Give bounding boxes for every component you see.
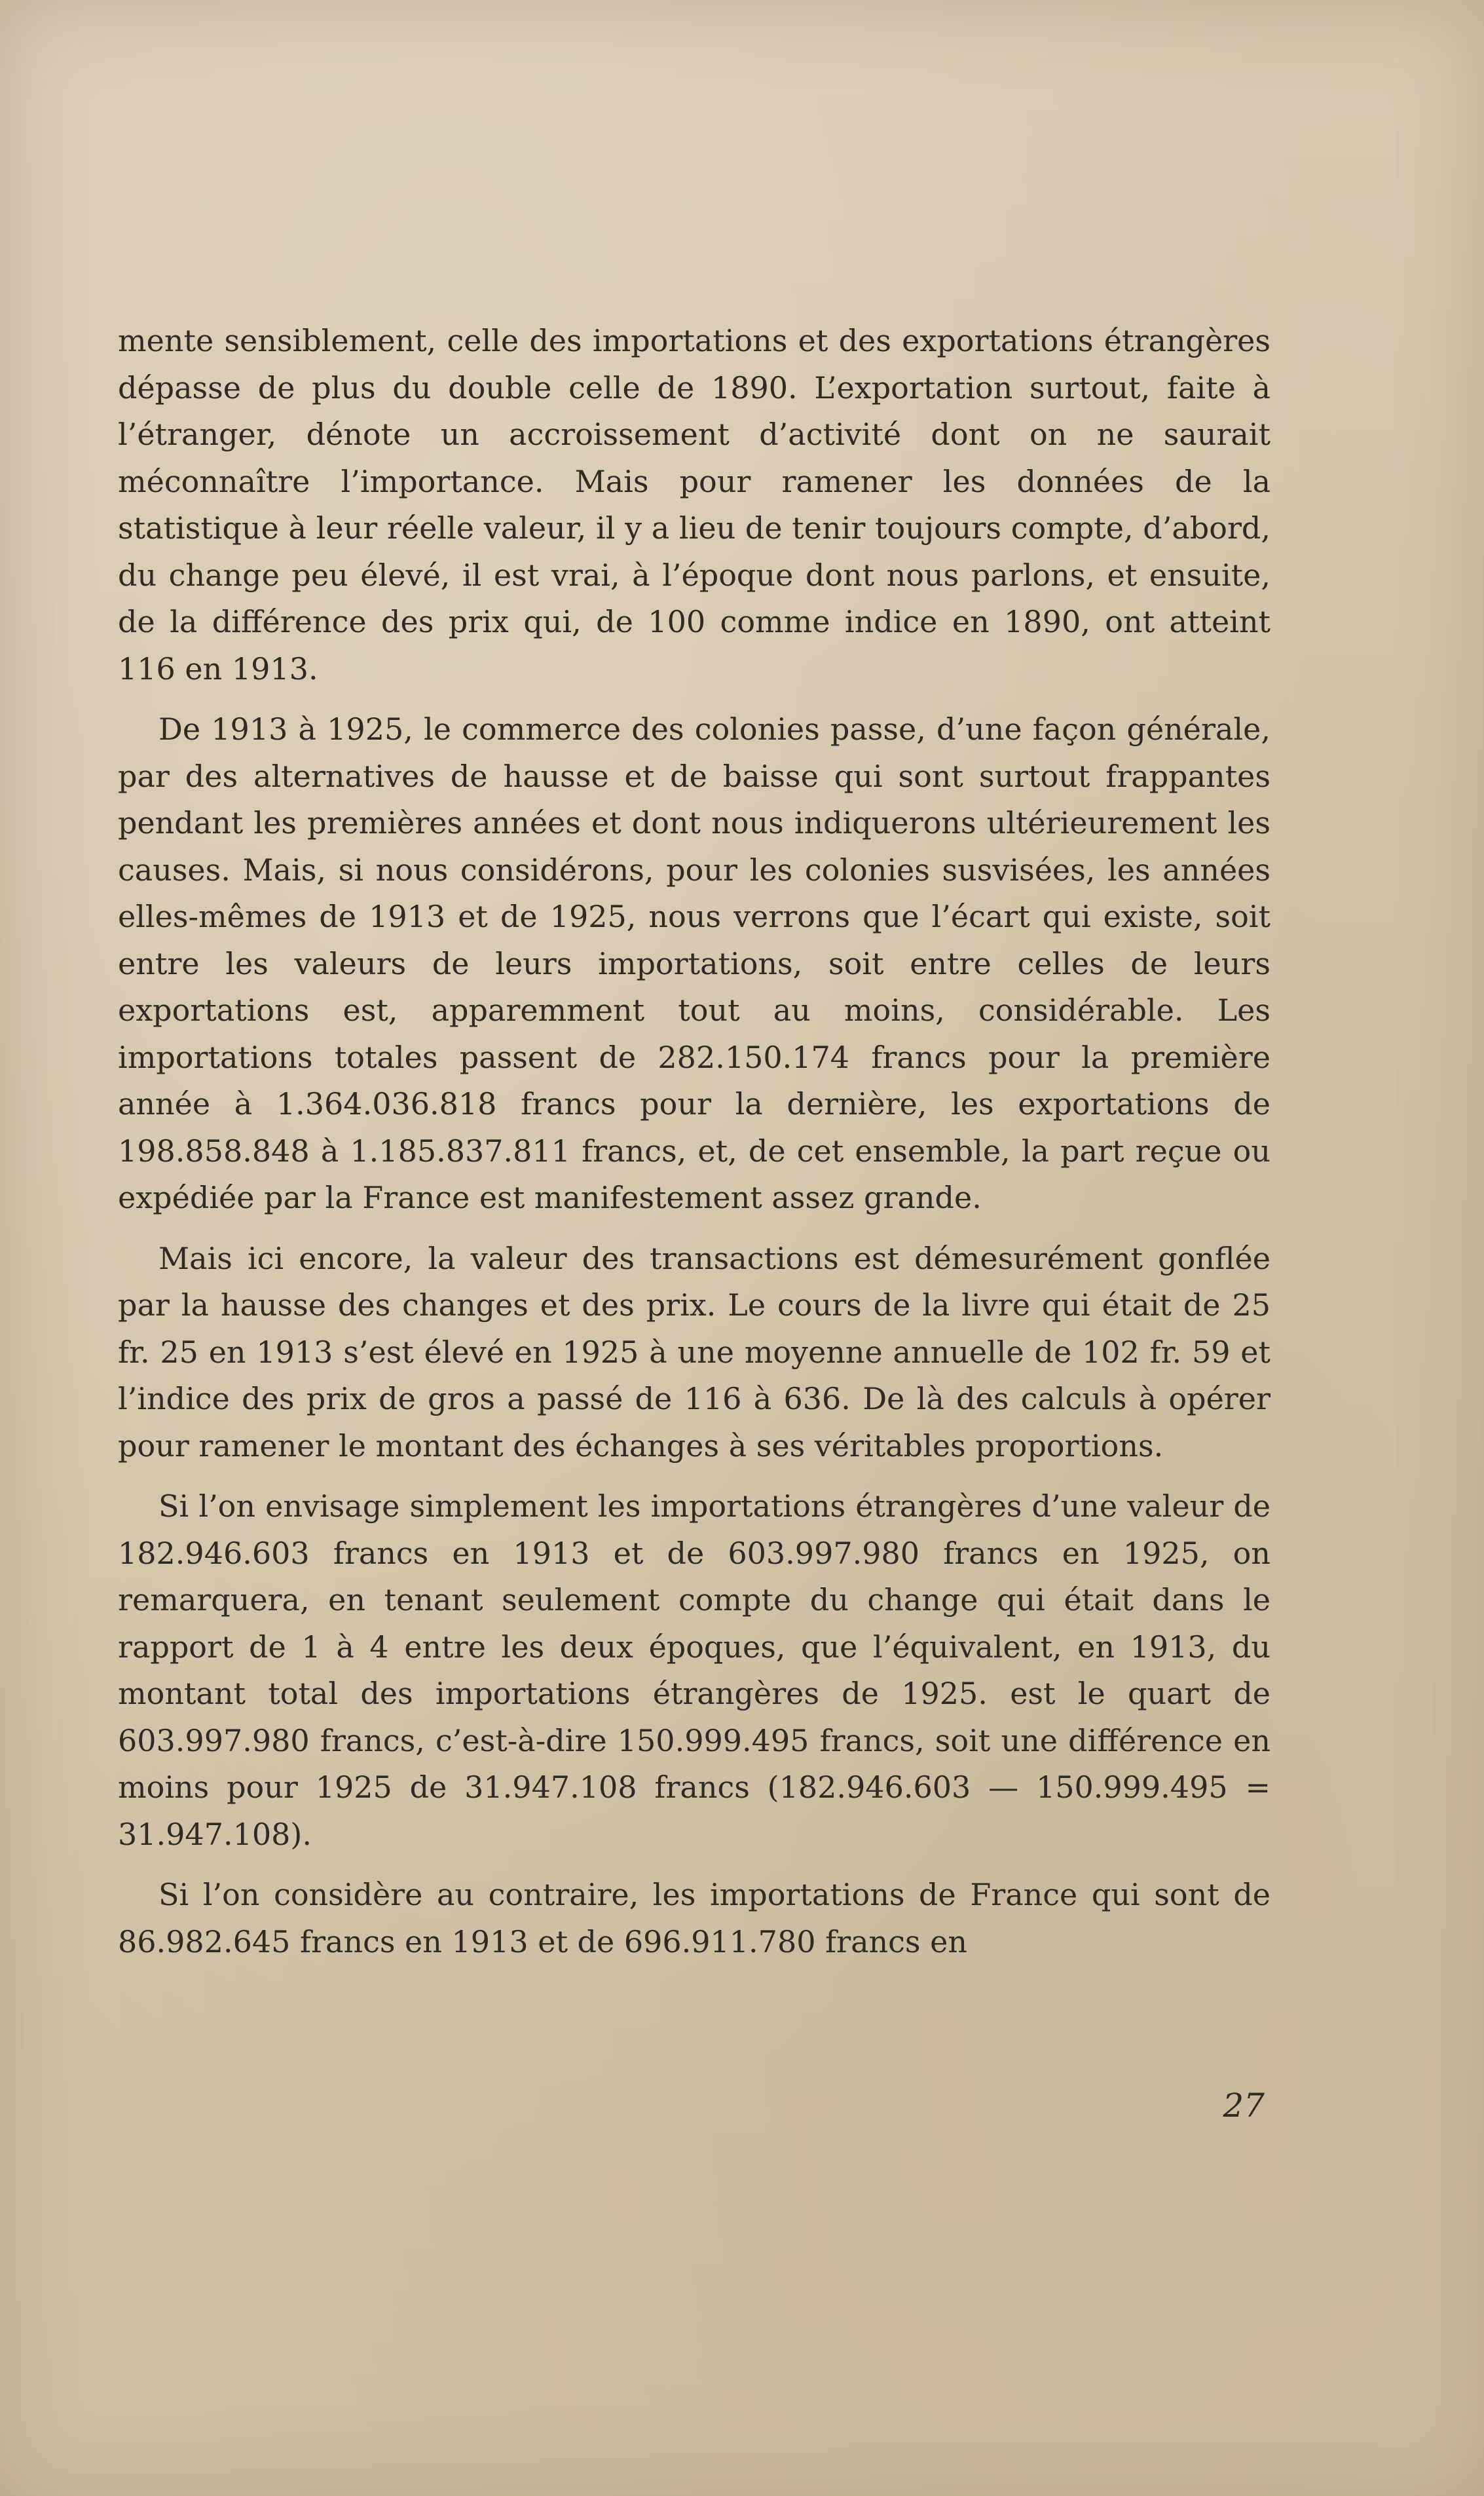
paragraph-2: De 1913 à 1925, le commerce des colonies passe, d’une façon générale, par des alternatives de hausse et de baisse qui sont surtout frappantes pendant les premières années et dont nous indiquerons ultérieurement les causes. Mais, si nous considérons, pour les colonies susvisées, les années elles-mêmes de 1913 et de 1925, nous verrons que l’écart qui existe, soit entre les valeurs de leurs importations, soit entre celles de leurs exportations est, apparemment tout au moins, considérable. Les importations totales passent de 282.150.174 francs pour la première année à 1.364.036.818 francs pour la dernière, les exportations de 198.858.848 à 1.185.837.811 francs, et, de cet ensemble, la part reçue ou expédiée par la France est manifestement assez grande. bbox=[118, 711, 1271, 1215]
paragraph-1: mente sensiblement, celle des importations et des exportations étrangères dépasse de plus du double celle de 1890. L’exportation surtout, faite à l’étranger, dénote un accroissement d’activité dont on ne saurait méconnaître l’importance. Mais pour ramener les données de la statistique à leur réelle valeur, il y a lieu de tenir toujours compte, d’abord, du change peu élevé, il est vrai, à l’époque dont nous parlons, et ensuite, de la différence des prix qui, de 100 comme indice en 1890, ont atteint 116 en 1913. bbox=[118, 323, 1271, 687]
paragraph-4: Si l’on envisage simplement les importations étrangères d’une valeur de 182.946.603 francs en 1913 et de 603.997.980 francs en 1925, on remarquera, en tenant seulement compte du change qui était dans le rapport de 1 à 4 entre les deux époques, que l’équivalent, en 1913, du montant total des importations étrangères de 1925. est le quart de 603.997.980 francs, c’est-à-dire 150.999.495 francs, soit une différence en moins pour 1925 de 31.947.108 francs (182.946.603 — 150.999.495 = 31.947.108). bbox=[118, 1488, 1271, 1852]
paragraph-5: Si l’on considère au contraire, les importations de France qui sont de 86.982.645 francs en 1913 et de 696.911.780 francs en bbox=[118, 1877, 1271, 1959]
paragraph-3: Mais ici encore, la valeur des transactions est démesurément gonflée par la hausse des changes et des prix. Le cours de la livre qui était de 25 fr. 25 en 1913 s’est élevé en 1925 à une moyenne annuelle de 102 fr. 59 et l’indice des prix de gros a passé de 116 à 636. De là des calculs à opérer pour ramener le montant des échanges à ses véritables proportions. bbox=[118, 1240, 1271, 1464]
body-text bbox=[118, 318, 1271, 1979]
page-number: 27 bbox=[1223, 2087, 1265, 2125]
